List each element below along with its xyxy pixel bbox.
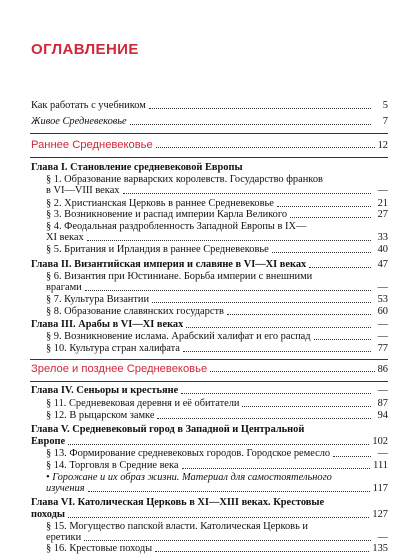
toc-entry: § 16. Крестовые походы 135	[46, 543, 388, 554]
toc-entry: • Горожане и их образ жизни. Материал для самостоятельного	[46, 472, 332, 483]
toc-entry: § 15. Могущество папской власти. Католическая Церковь и	[46, 521, 308, 532]
toc-entry: § 12. В рыцарском замке 94	[46, 410, 388, 421]
chapter-title: Европе 102	[31, 436, 388, 447]
divider	[30, 133, 388, 134]
toc-entry: § 14. Торговля в Средние века 111	[46, 460, 388, 471]
divider	[30, 359, 388, 360]
toc-entry: Как работать с учебником 5	[31, 100, 388, 111]
toc-entry: § 8. Образование славянских государств 60	[46, 306, 388, 317]
toc-entry: § 6. Византия при Юстиниане. Борьба империи с внешними	[46, 271, 313, 282]
toc-entry: § 7. Культура Византии 53	[46, 294, 388, 305]
section-heading: Раннее Средневековье 12	[31, 139, 388, 151]
divider	[30, 381, 388, 382]
toc-entry: в VI—VIII веках —	[46, 185, 388, 196]
chapter-title: Глава II. Византийская империя и славяне в VI—XI веках 47	[31, 259, 388, 270]
toc-entry: XI веках 33	[46, 232, 388, 243]
toc-entry: § 1. Образование варварских королевств. Государство франков	[46, 174, 323, 185]
toc-entry: § 13. Формирование средневековых городов. Городское ремесло —	[46, 448, 388, 459]
toc-entry: § 5. Британия и Ирландия в раннее Средневековье 40	[46, 244, 388, 255]
toc-entry: § 9. Возникновение ислама. Арабский халифат и его распад —	[46, 331, 388, 342]
chapter-title: Глава V. Средневековый город в Западной и Центральной	[31, 424, 305, 435]
section-heading: Зрелое и позднее Средневековье 86	[31, 363, 388, 375]
chapter-title: Глава I. Становление средневековой Европы	[31, 162, 243, 173]
toc-entry: еретики —	[46, 532, 388, 543]
toc-entry: Живое Средневековье 7	[31, 116, 388, 127]
toc-entry: § 4. Феодальная раздробленность Западной Европы в IX—	[46, 221, 307, 232]
chapter-title: походы 127	[31, 509, 388, 520]
page-title: ОГЛАВЛЕНИЕ	[31, 41, 139, 58]
toc-entry: § 2. Христианская Церковь в раннее Средневековье 21	[46, 198, 388, 209]
toc-entry: § 3. Возникновение и распад империи Карла Великого 27	[46, 209, 388, 220]
chapter-title: Глава VI. Католическая Церковь в XI—XIII веках. Крестовые	[31, 497, 325, 508]
divider	[30, 157, 388, 158]
toc-entry: изучения 117	[46, 483, 388, 494]
toc-entry: врагами —	[46, 282, 388, 293]
toc-entry: § 11. Средневековая деревня и её обитатели 87	[46, 398, 388, 409]
chapter-title: Глава IV. Сеньоры и крестьяне —	[31, 385, 388, 396]
toc-entry: § 10. Культура стран халифата 77	[46, 343, 388, 354]
chapter-title: Глава III. Арабы в VI—XI веках —	[31, 319, 388, 330]
